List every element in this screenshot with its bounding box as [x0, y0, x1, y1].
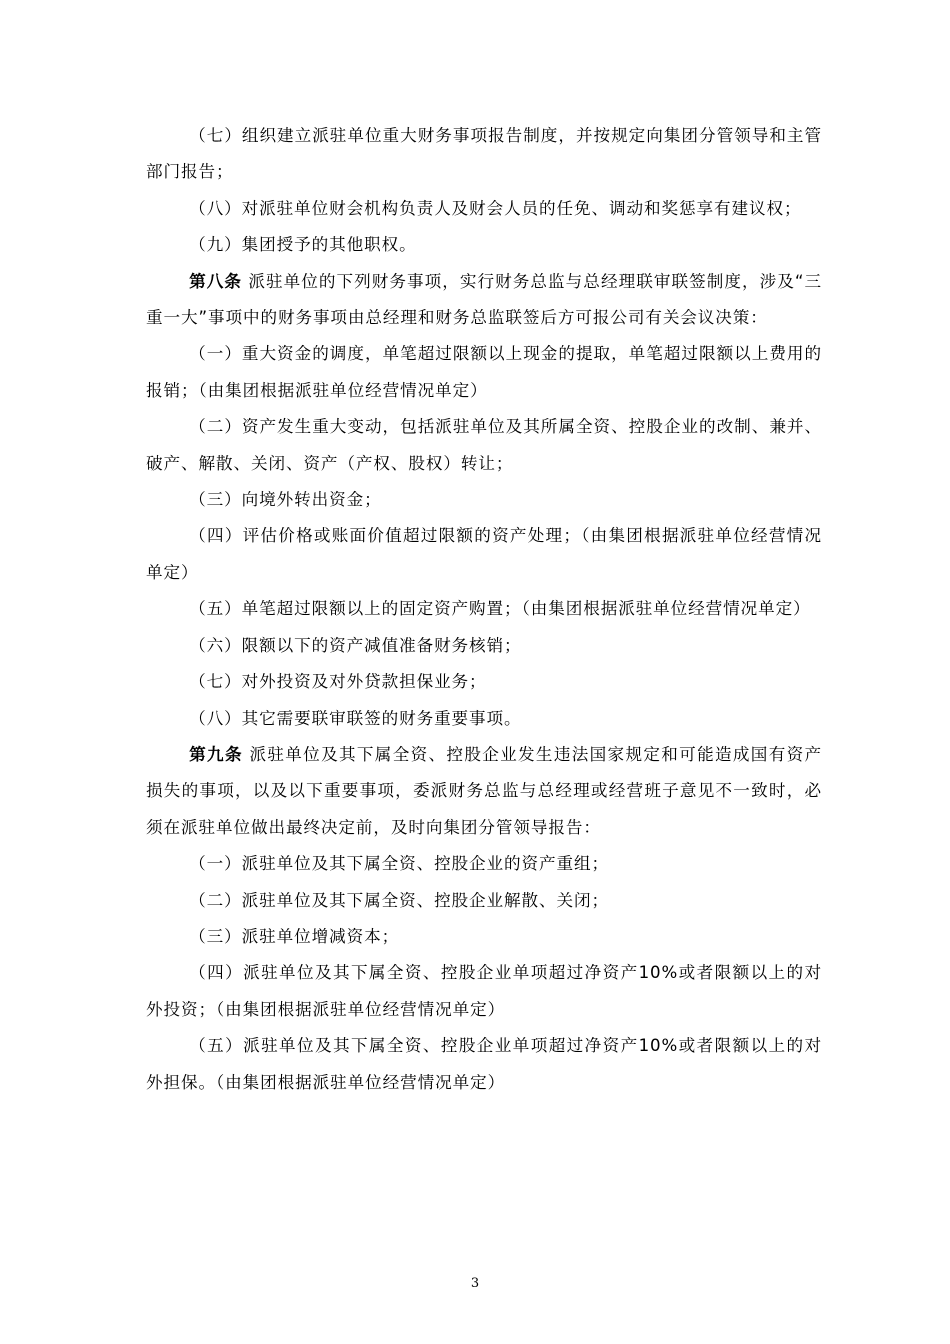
paragraph-text: 派驻单位的下列财务事项，实行财务总监与总经理联审联签制度，涉及“三重一大”事项中的财务事项由总经理和财务总监联签后方可报公司有关会议决策：	[146, 271, 822, 328]
article-heading: 第九条	[189, 744, 243, 764]
paragraph-text: （七）对外投资及对外贷款担保业务；	[189, 672, 487, 692]
paragraph-text: 派驻单位及其下属全资、控股企业发生违法国家规定和可能造成国有资产损失的事项，以及以下重要事项，委派财务总监与总经理或经营班子意见不一致时，必须在派驻单位做出最终决定前，及时向集团分管领导报告：	[146, 744, 822, 837]
paragraph-0	[146, 118, 822, 191]
paragraph-8	[146, 591, 822, 627]
paragraph-text: （一）重大资金的调度，单笔超过限额以上现金的提取，单笔超过限额以上费用的报销；（由集团根据派驻单位经营情况单定）	[146, 344, 822, 400]
paragraph-14	[146, 883, 822, 919]
paragraph-3	[146, 264, 822, 337]
paragraph-text: （三）派驻单位增减资本；	[189, 926, 400, 946]
document-body	[146, 118, 822, 1101]
paragraph-text: （九）集团授予的其他职权。	[189, 235, 417, 255]
paragraph-7	[146, 518, 822, 591]
paragraph-text: （八）其它需要联审联签的财务重要事项。	[189, 708, 522, 728]
paragraph-17	[146, 1028, 822, 1101]
paragraph-13	[146, 846, 822, 882]
paragraph-text: （二）资产发生重大变动，包括派驻单位及其所属全资、控股企业的改制、兼并、破产、解散、关闭、资产（产权、股权）转让；	[146, 417, 822, 473]
paragraph-text: （七）组织建立派驻单位重大财务事项报告制度，并按规定向集团分管领导和主管部门报告；	[146, 126, 822, 182]
paragraph-text: （一）派驻单位及其下属全资、控股企业的资产重组；	[189, 854, 610, 874]
paragraph-text: （四）评估价格或账面价值超过限额的资产处理；（由集团根据派驻单位经营情况单定）	[146, 526, 822, 582]
paragraph-15	[146, 919, 822, 955]
paragraph-text: （六）限额以下的资产减值准备财务核销；	[189, 635, 522, 655]
paragraph-text: （五）派驻单位及其下属全资、控股企业单项超过净资产10%或者限额以上的对外担保。（由集团根据派驻单位经营情况单定）	[146, 1036, 822, 1092]
paragraph-text: （五）单笔超过限额以上的固定资产购置；（由集团根据派驻单位经营情况单定）	[189, 599, 811, 619]
paragraph-1	[146, 191, 822, 227]
paragraph-16	[146, 955, 822, 1028]
paragraph-text: （三）向境外转出资金；	[189, 490, 382, 510]
paragraph-11	[146, 701, 822, 737]
page-number: 3	[470, 1276, 480, 1291]
article-heading: 第八条	[189, 271, 243, 291]
paragraph-12	[146, 737, 822, 846]
paragraph-5	[146, 409, 822, 482]
paragraph-2	[146, 227, 822, 263]
paragraph-6	[146, 482, 822, 518]
paragraph-text: （八）对派驻单位财会机构负责人及财会人员的任免、调动和奖惩享有建议权；	[189, 198, 802, 218]
paragraph-text: （四）派驻单位及其下属全资、控股企业单项超过净资产10%或者限额以上的对外投资；（由集团根据派驻单位经营情况单定）	[146, 963, 822, 1019]
paragraph-9	[146, 628, 822, 664]
paragraph-10	[146, 664, 822, 700]
paragraph-text: （二）派驻单位及其下属全资、控股企业解散、关闭；	[189, 890, 610, 910]
paragraph-4	[146, 336, 822, 409]
